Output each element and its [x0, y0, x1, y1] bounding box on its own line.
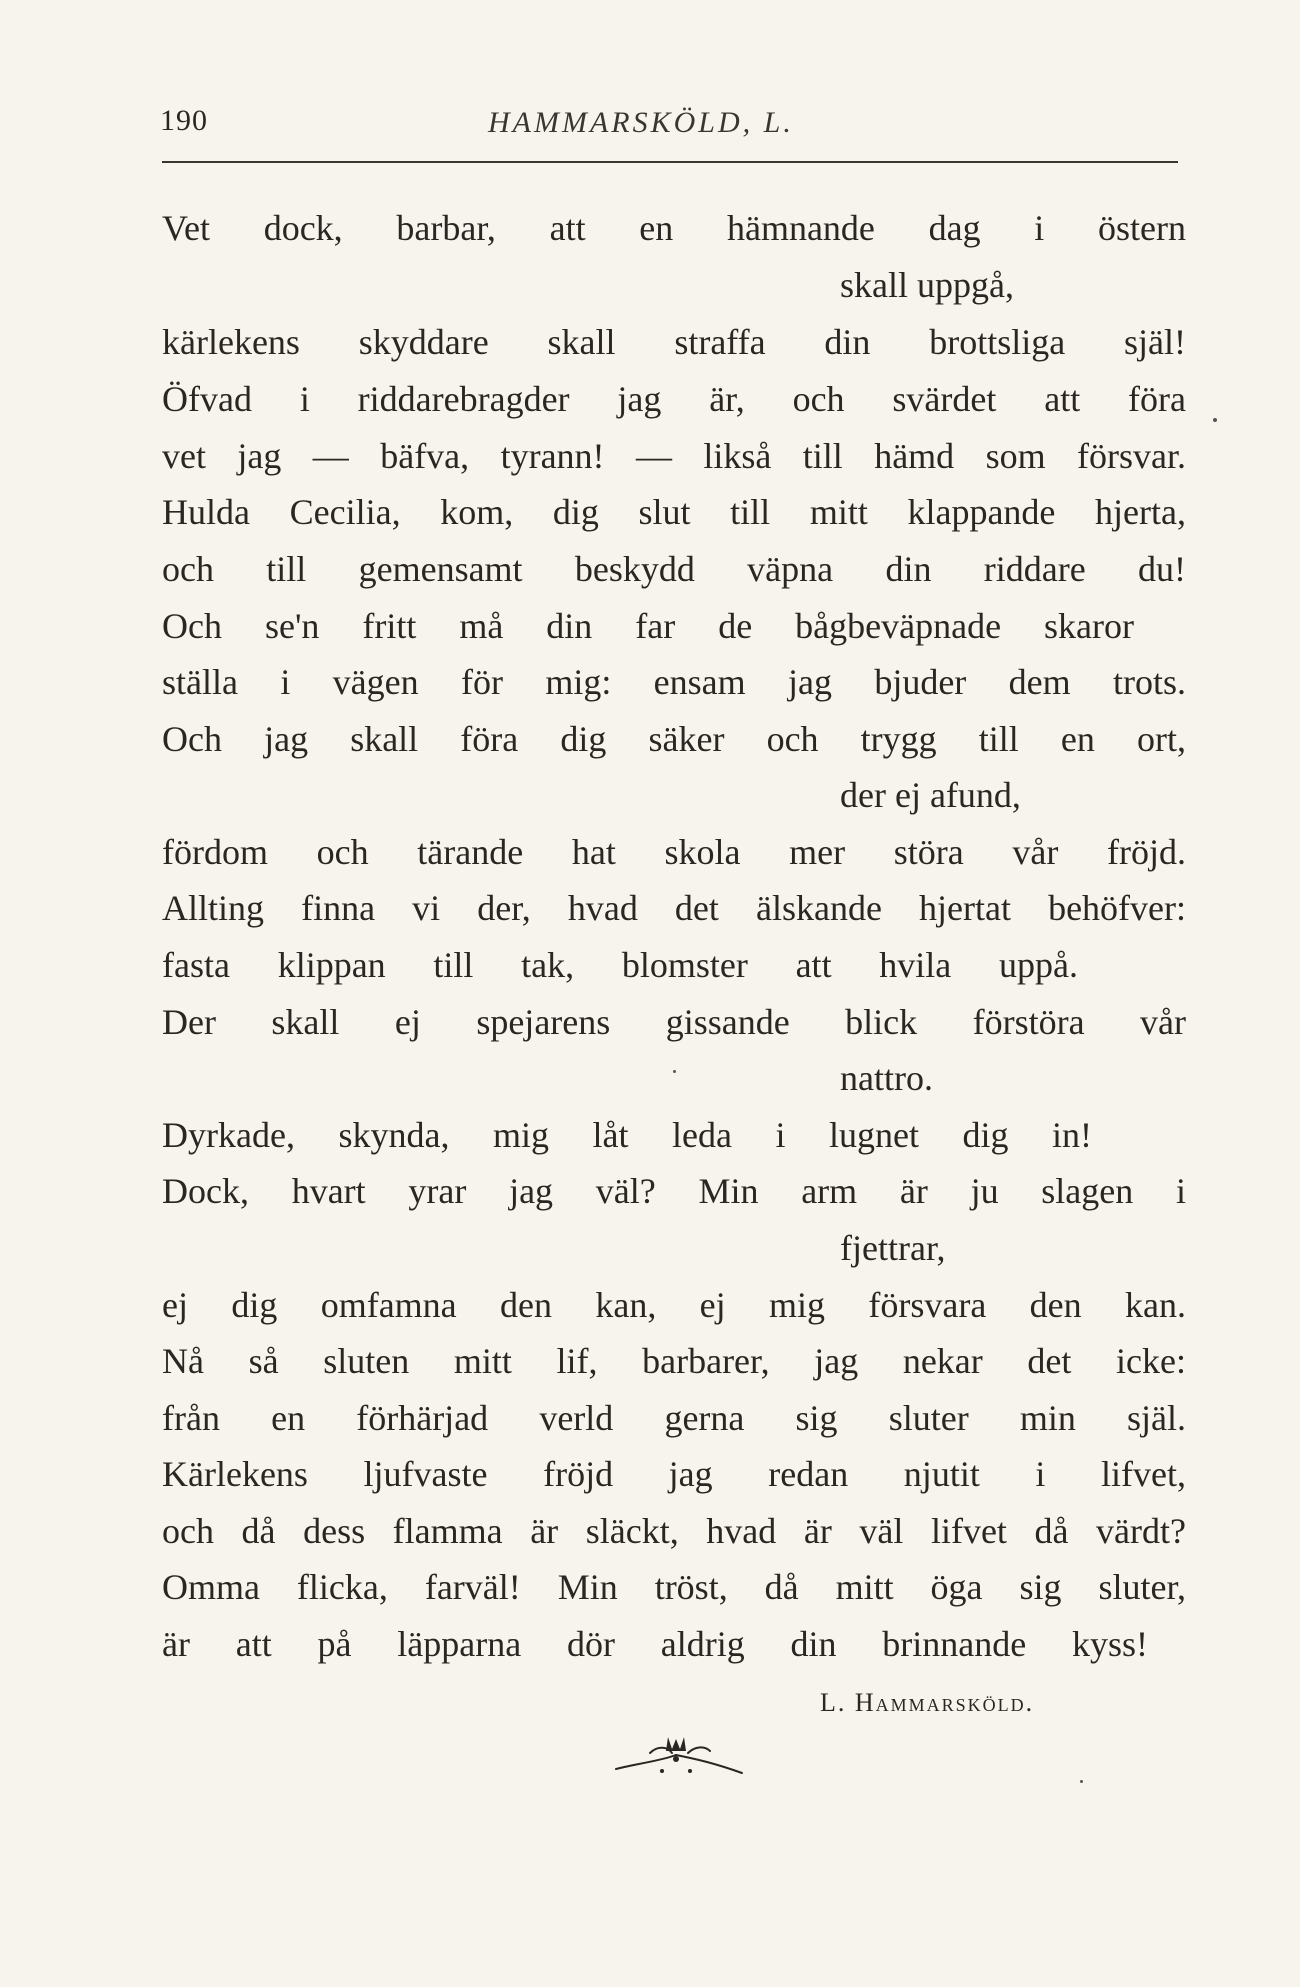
poem-line: ej dig omfamna den kan, ej mig försvara den kan. — [162, 1285, 1186, 1325]
poem-line: Vet dock, barbar, att en hämnande dag i östern — [162, 208, 1186, 248]
poem-line-continuation: der ej afund, — [840, 775, 1021, 815]
poem-line: och till gemensamt beskydd väpna din riddare du! — [162, 549, 1186, 589]
poem-line: Och jag skall föra dig säker och trygg till en ort, — [162, 719, 1186, 759]
poem-line: Kärlekens ljufvaste fröjd jag redan njutit i lifvet, — [162, 1454, 1186, 1494]
poem-line: Der skall ej spejarens gissande blick förstöra vår — [162, 1002, 1186, 1042]
poem-line: Dock, hvart yrar jag väl? Min arm är ju slagen i — [162, 1171, 1186, 1211]
poem-line: Hulda Cecilia, kom, dig slut till mitt klappande hjerta, — [162, 492, 1186, 532]
poem-line-continuation: fjettrar, — [840, 1228, 946, 1268]
poem-line: fördom och tärande hat skola mer störa vår fröjd. — [162, 832, 1186, 872]
poem-line: Dyrkade, skynda, mig låt leda i lugnet dig in! — [162, 1115, 1092, 1155]
paper-speck — [1080, 1780, 1083, 1783]
poem-line-continuation: skall uppgå, — [840, 265, 1014, 305]
poem-line: ställa i vägen för mig: ensam jag bjuder dem trots. — [162, 662, 1186, 702]
poem-line: Och se'n fritt må din far de bågbeväpnade skaror — [162, 606, 1134, 646]
poem-line: kärlekens skyddare skall straffa din brottsliga själ! — [162, 322, 1186, 362]
poem-line: och då dess flamma är släckt, hvad är väl lifvet då värdt? — [162, 1511, 1186, 1551]
paper-speck — [673, 1070, 676, 1073]
running-head: HAMMARSKÖLD, L. — [488, 106, 794, 139]
poem-line: från en förhärjad verld gerna sig sluter min själ. — [162, 1398, 1186, 1438]
poem-line: Nå så sluten mitt lif, barbarer, jag nekar det icke: — [162, 1341, 1186, 1381]
poem-line: är att på läpparna dör aldrig din brinnande kyss! — [162, 1624, 1148, 1664]
poem-line: Öfvad i riddarebragder jag är, och svärdet att föra — [162, 379, 1186, 419]
paper-speck — [1213, 418, 1217, 422]
poem-line: Omma flicka, farväl! Min tröst, då mitt öga sig sluter, — [162, 1567, 1186, 1607]
author-signature: L. Hammarsköld. — [820, 1688, 1035, 1717]
poem-line: fasta klippan till tak, blomster att hvila uppå. — [162, 945, 1078, 985]
poem-line: Allting finna vi der, hvad det älskande hjertat behöfver: — [162, 888, 1186, 928]
poem-line-continuation: nattro. — [840, 1058, 933, 1098]
poem-line: vet jag — bäfva, tyrann! — likså till hämd som försvar. — [162, 436, 1186, 476]
fleuron-ornament-icon — [610, 1725, 750, 1785]
page-number: 190 — [160, 104, 208, 137]
